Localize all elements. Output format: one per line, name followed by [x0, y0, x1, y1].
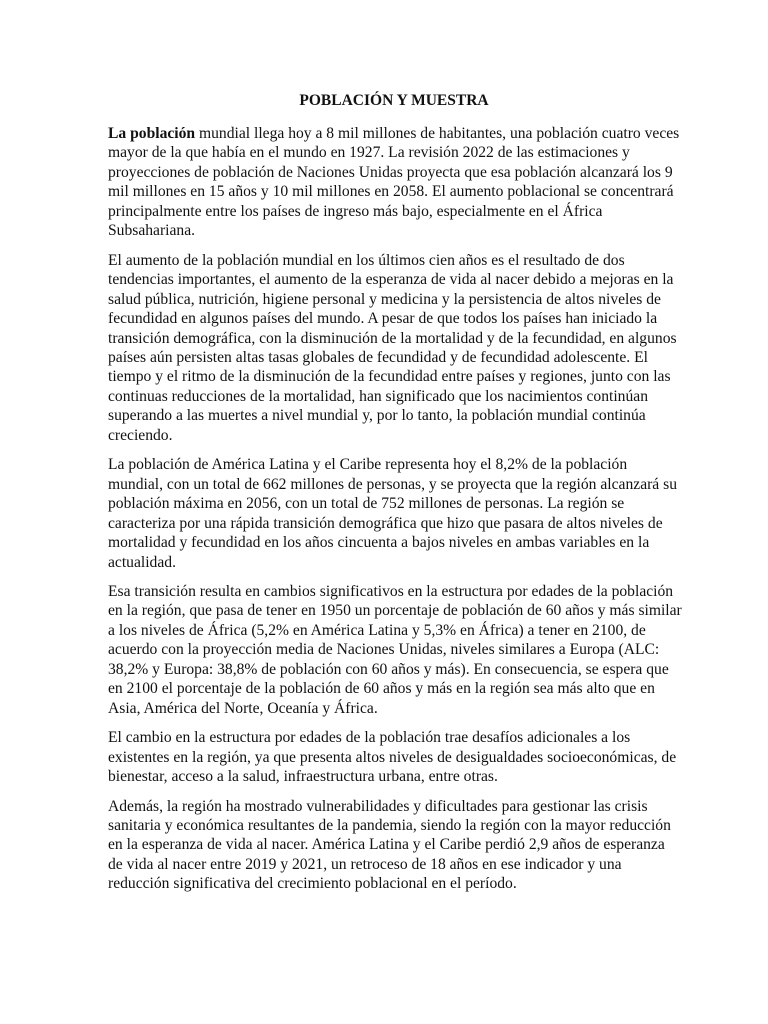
text-line: sanitaria y económica resultantes de la pandemia, siendo la región con la mayor reducción [108, 816, 671, 834]
text-line: de vida al nacer entre 2019 y 2021, un retroceso de 18 años en ese indicador y una [108, 855, 622, 873]
paragraph [108, 797, 671, 894]
document-body [108, 124, 682, 894]
text-line: en la región, que pasa de tener en 1950 un porcentaje de población de 60 años y más similar [108, 602, 682, 620]
paragraph [108, 582, 682, 718]
text-line: Esa transición resulta en cambios significativos en la estructura por edades de la población [108, 582, 674, 600]
text-line: mortalidad y fecundidad en los años cincuenta a bajos niveles en ambas variables en la [108, 534, 650, 552]
paragraph [108, 251, 677, 446]
text-line: superando a las muertes a nivel mundial y, por lo tanto, la población mundial continúa [108, 407, 646, 425]
paragraph [108, 728, 677, 786]
text-line: proyecciones de población de Naciones Unidas proyecta que esa población alcanzará los 9 [108, 163, 673, 181]
text-line: 38,2% y Europa: 38,8% de población con 60 años y más). En consecuencia, se espera que [108, 660, 669, 678]
text-line: población máxima en 2056, con un total de 752 millones de personas. La región se [108, 495, 625, 513]
text-line: El aumento de la población mundial en los últimos cien años es el resultado de dos [108, 251, 625, 269]
text-line: a los niveles de África (5,2% en América Latina y 5,3% en África) a tener en 2100, de [108, 621, 646, 639]
text-line: fecundidad en algunos países del mundo. A pesar de que todos los países han iniciado la [108, 310, 658, 328]
text-line [108, 124, 680, 143]
text-line: tendencias importantes, el aumento de la esperanza de vida al nacer debido a mejoras en la [108, 271, 674, 289]
text-line: La población de América Latina y el Caribe representa hoy el 8,2% de la población [108, 456, 628, 474]
document-page [108, 91, 682, 904]
text-line: existentes en la región, ya que presenta altos niveles de desigualdades socioeconómicas, de [108, 748, 677, 766]
paragraph [108, 124, 680, 241]
text-line: mundial, con un total de 662 millones de personas, y se proyecta que la región alcanzará su [108, 475, 677, 493]
text-line: caracteriza por una rápida transición demográfica que hizo que pasara de altos niveles de [108, 514, 663, 532]
text-line: continuas reducciones de la mortalidad, han significado que los nacimientos continúan [108, 387, 648, 405]
text-line: acuerdo con la proyección media de Naciones Unidas, niveles similares a Europa (ALC: [108, 641, 660, 659]
text-line: países aún persisten altas tasas globales de fecundidad y de fecundidad adolescente. El [108, 348, 648, 366]
text-line: Además, la región ha mostrado vulnerabilidades y dificultades para gestionar las crisis [108, 797, 648, 815]
text-line: transición demográfica, con la disminución de la mortalidad y de la fecundidad, en algunos [108, 329, 677, 347]
text-line: actualidad. [108, 553, 176, 571]
text-line: principalmente entre los países de ingreso más bajo, especialmente en el África [108, 202, 603, 220]
text-line: en la esperanza de vida al nacer. América Latina y el Caribe perdió 2,9 años de esperanza [108, 836, 665, 854]
text-line: bienestar, acceso a la salud, infraestructura urbana, entre otras. [108, 768, 498, 786]
document-title: POBLACIÓN Y MUESTRA [299, 92, 489, 109]
text-line: El cambio en la estructura por edades de la población trae desafíos adicionales a los [108, 729, 631, 747]
text-line: mil millones en 15 años y 10 mil millones en 2058. El aumento poblacional se concentrará [108, 183, 674, 201]
text-line-rest: mundial llega hoy a 8 mil millones de habitantes, una población cuatro veces [195, 125, 680, 142]
text-line: mayor de la que había en el mundo en 1927. La revisión 2022 de las estimaciones y [108, 144, 630, 162]
bold-lead: La población [108, 125, 196, 142]
text-line: creciendo. [108, 426, 173, 444]
text-line: Asia, América del Norte, Oceanía y África. [108, 699, 378, 717]
text-line: salud pública, nutrición, higiene personal y medicina y la persistencia de altos niveles de [108, 290, 661, 308]
paragraph [108, 455, 677, 572]
text-line: reducción significativa del crecimiento poblacional en el período. [108, 875, 517, 893]
text-line: Subsahariana. [108, 222, 196, 240]
text-line: tiempo y el ritmo de la disminución de la fecundidad entre países y regiones, junto con las [108, 368, 671, 386]
text-line: en 2100 el porcentaje de la población de 60 años y más en la región sea más alto que en [108, 680, 655, 698]
